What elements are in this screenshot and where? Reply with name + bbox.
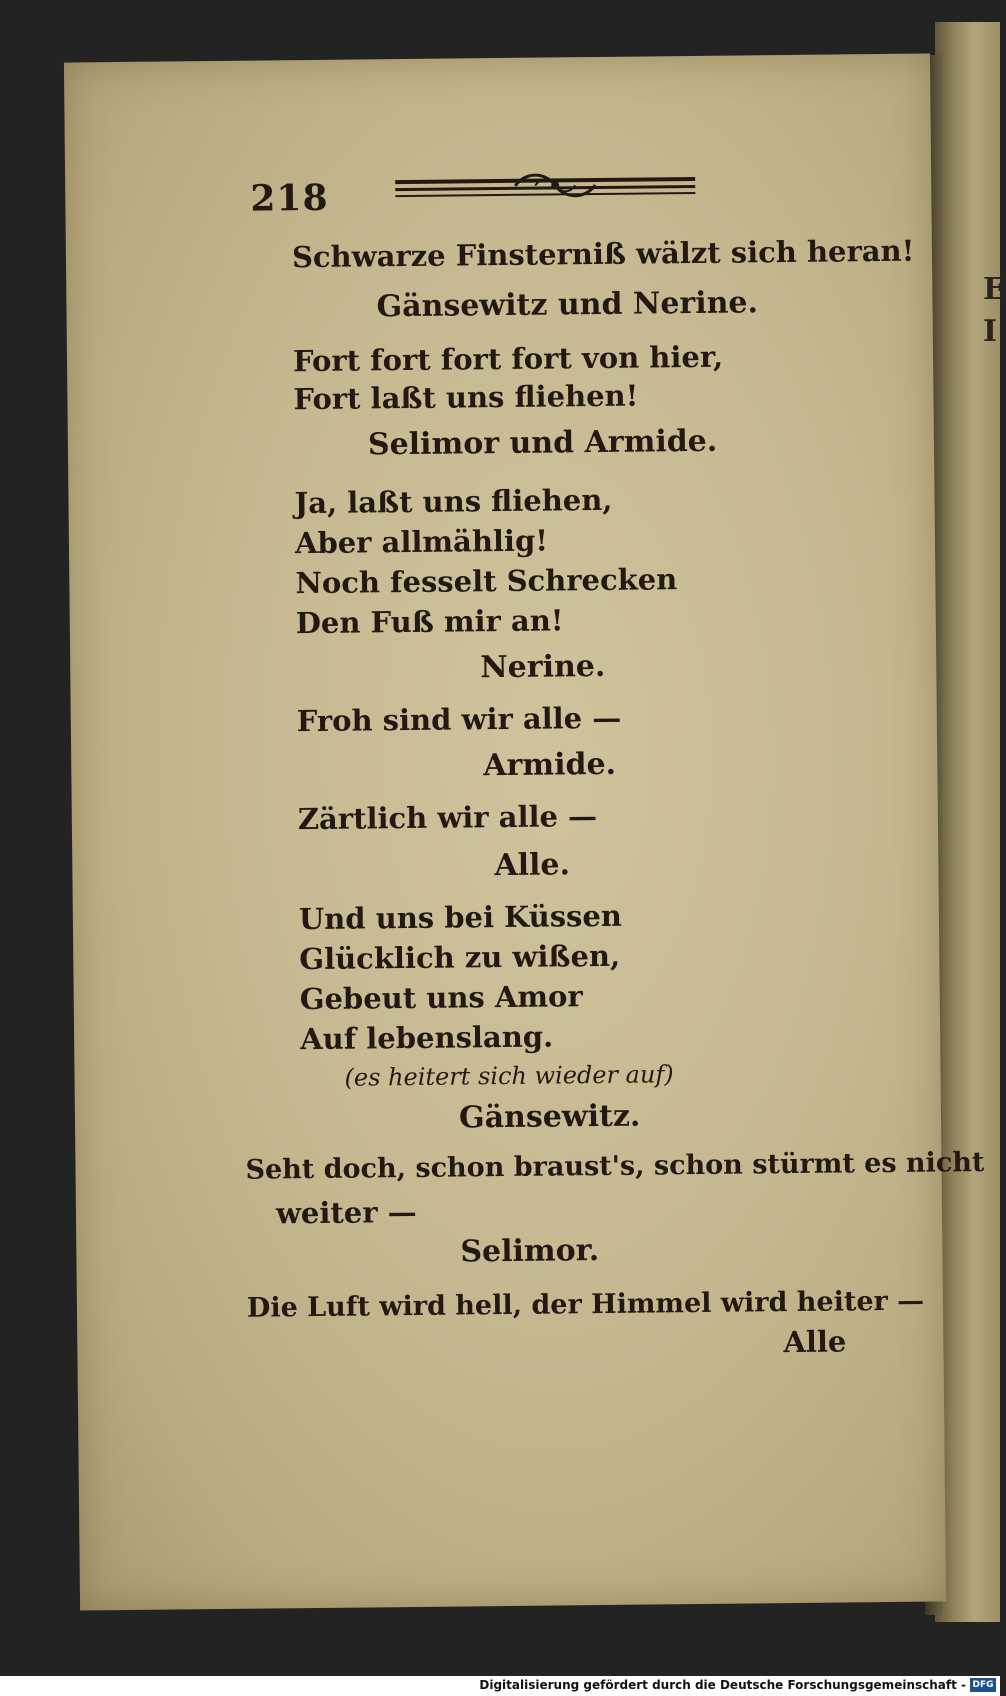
verse-line: Gebeut uns Amor bbox=[299, 979, 583, 1017]
verse-line: Noch fesselt Schrecken bbox=[295, 562, 678, 601]
page-number: 218 bbox=[250, 176, 329, 220]
verse-line: Froh sind wir alle — bbox=[296, 700, 622, 739]
verse-line: Den Fuß mir an! bbox=[295, 603, 564, 641]
verse-line: weiter — bbox=[275, 1194, 417, 1231]
stage-direction: (es heitert sich wieder auf) bbox=[344, 1060, 674, 1092]
ornament-rule-icon bbox=[395, 168, 695, 203]
speaker-label: Selimor und Armide. bbox=[367, 423, 718, 463]
verse-line: Ja, laßt uns fliehen, bbox=[294, 482, 613, 521]
verse-line: Seht doch, schon braust's, schon stürmt es nicht bbox=[245, 1146, 985, 1186]
verse-line: Zärtlich wir alle — bbox=[297, 799, 598, 837]
verse-line: Auf lebenslang. bbox=[299, 1019, 554, 1057]
verse-line: Fort laßt uns fliehen! bbox=[293, 378, 639, 417]
verse-line: Aber allmählig! bbox=[294, 523, 549, 561]
verse-line: Schwarze Finsterniß wälzt sich heran! bbox=[291, 233, 915, 275]
speaker-label: Selimor. bbox=[460, 1233, 600, 1270]
verse-line: Die Luft wird hell, der Himmel wird heiter — bbox=[246, 1285, 925, 1324]
catchword: Alle bbox=[783, 1324, 847, 1360]
speaker-label: Gänsewitz und Nerine. bbox=[376, 285, 759, 325]
book-page bbox=[64, 54, 985, 1611]
speaker-label: Armide. bbox=[483, 746, 617, 784]
speaker-label: Gänsewitz. bbox=[458, 1098, 641, 1136]
dfg-logo: DFG bbox=[970, 1678, 996, 1692]
verse-line: Glücklich zu wißen, bbox=[299, 938, 621, 977]
adjacent-page-fragment: E bbox=[983, 272, 1006, 307]
speaker-label: Nerine. bbox=[480, 648, 606, 686]
verse-line: Und uns bei Küssen bbox=[298, 898, 623, 937]
adjacent-page-fragment: I bbox=[983, 314, 998, 349]
adjacent-page-edge bbox=[935, 22, 1006, 1622]
digitization-credit: Digitalisierung gefördert durch die Deutsche Forschungsgemeinschaft - bbox=[479, 1678, 966, 1692]
speaker-label: Alle. bbox=[494, 847, 571, 884]
verse-line: Fort fort fort fort von hier, bbox=[292, 339, 724, 379]
